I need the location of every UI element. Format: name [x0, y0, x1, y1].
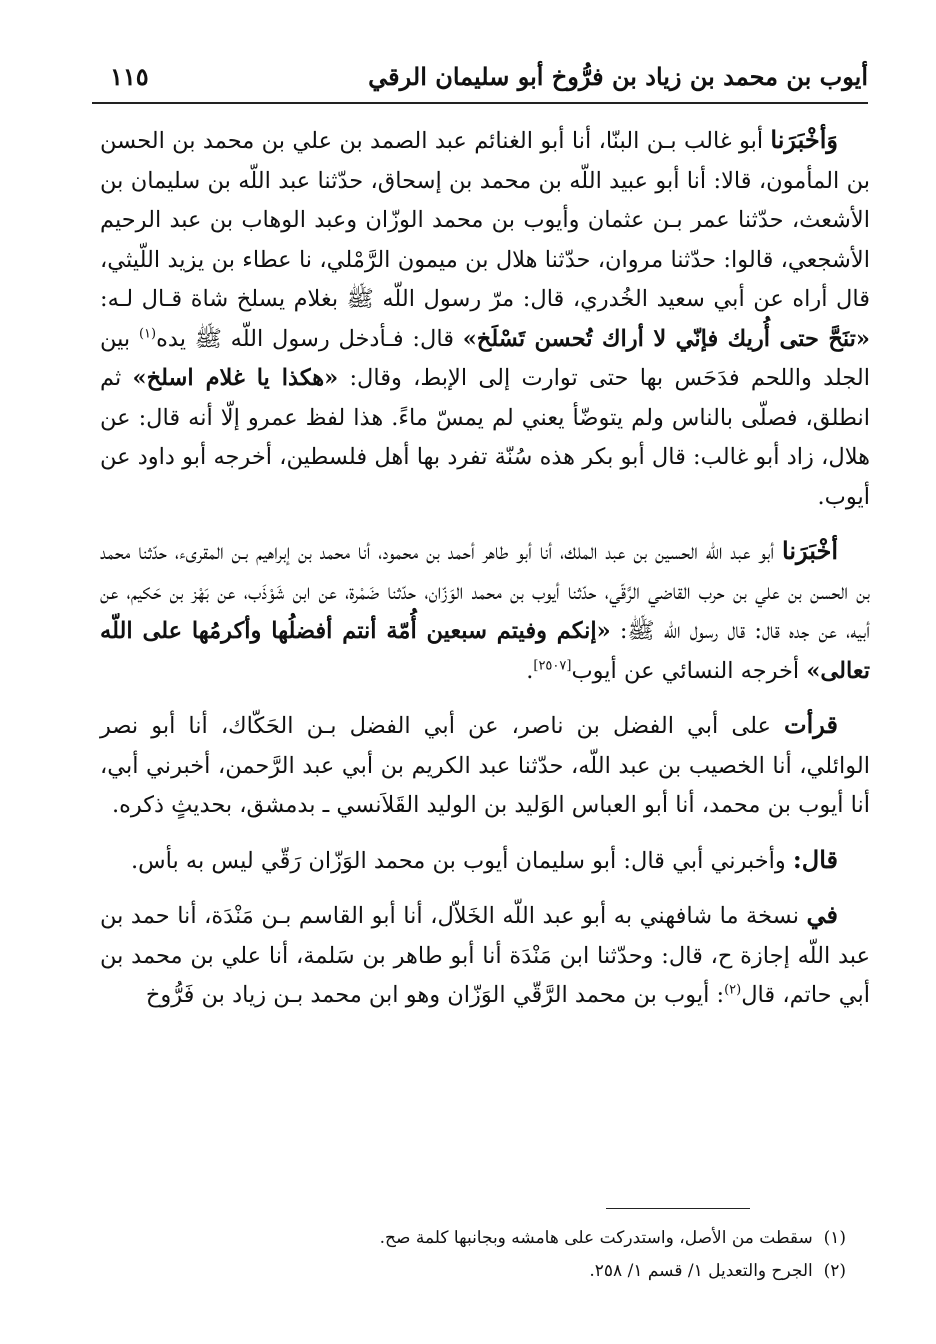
- paragraph-lead: قال:: [792, 844, 838, 874]
- paragraph-4: [100, 840, 870, 882]
- paragraph-1: [100, 120, 870, 517]
- paragraph-5: [100, 895, 870, 1016]
- paragraph-text: أخرجه النسائي عن أيوب: [571, 657, 807, 684]
- running-title: أيوب بن محمد بن زياد بن فرُّوخ أبو سليمان الرقي: [368, 62, 868, 91]
- paragraph-text: أبو عبد اللّه الحسين بن عبد الملك، أنا أبو طاهر أحمد بن محمود، أنا محمد بن إبراهيم بـن المقرىء، حدّثنا محمد بن الحسن بن علي بن حرب القاضي الرَّقّي، حدّثنا أيوب بن محمد الوَزّان، حدّثنا ضَمْرة، عن ابن شَوْذَب، عن بَهْز بن حَكيم، عن أبيه، عن جده قال: قال رسول اللّه ﷺ:: [100, 539, 870, 644]
- footnote-number: (٢): [823, 1261, 846, 1281]
- paragraph-text: بين الجلد واللحم فدَحَس بها حتى توارت إلى الإبط، وقال:: [100, 325, 870, 391]
- page-header: [92, 58, 868, 104]
- paragraph-text: قال: فـأدخل رسول اللّه ﷺ يده: [156, 325, 463, 352]
- paragraph-text: نسخة ما شافهني به أبو عبد اللّه الخَلاّل، أنا أبو القاسم بـن مَنْدَة، أنا حمد بن عبد اللّه إجازة ح، قال: وحدّثنا ابن مَنْدَة أنا أبو طاهر بن سَلمة، أنا علي بن محمد بن أبي حاتم، قال: [100, 903, 870, 1008]
- hadith-quote: «هكذا يا غلام اسلخ»: [132, 365, 339, 391]
- footnote-ref: (٢): [724, 982, 742, 998]
- paragraph-lead: وَأخْبَرَنا: [770, 125, 838, 154]
- paragraph-3: [100, 705, 870, 826]
- hadith-ref-number: [٢٥٠٧]: [533, 658, 572, 673]
- paragraph-text: ثم انطلق، فصلّى بالناس ولم يتوضّأ يعني لم يمسّ ماءً. هذا لفظ عمرو إلّا أنه قال: عن هلال، زاد أبو غالب: قال أبو بكر هذه سُنّة تفرد بها أهل فلسطين، أخرجه أبو داود عن أيوب.: [100, 365, 870, 510]
- footnote-ref: (١): [138, 326, 157, 341]
- paragraph-lead: أخْبَرَنا: [782, 536, 838, 565]
- paragraph-2: [100, 531, 870, 691]
- paragraph-text: وأخبرني أبي قال: أبو سليمان أيوب بن محمد الوَزّان رَقّي ليس به بأس.: [131, 847, 793, 874]
- paragraph-text: أبو غالب بـن البنّا، أنا أبو الغنائم عبد الصمد بن علي بن محمد بن الحسن بن المأمون، قالا: أنا أبو عبيد اللّه بن محمد بن إسحاق، حدّثنا عبد اللّه بن سليمان بن الأشعث، حدّثنا عمر بـن عثمان وأيوب بن محمد الوزّان وعبد الوهاب بن عبد الرحيم الأشجعي، قالوا: حدّثنا مروان، حدّثنا هلال بن ميمون الرَّمْلي، نا عطاء بن يزيد اللّيثي، قال أراه عن أبي سعيد الخُدري، قال: مرّ رسول اللّه ﷺ بغلام يسلخ شاة قـال لـه:: [100, 128, 870, 312]
- hadith-quote: «إنكم وفيتم سبعين أُمّة أنتم أفضلُها وأكرمُها على اللّه تعالى»: [100, 618, 870, 684]
- page-number: ١١٥: [110, 62, 149, 91]
- footnote-item: [330, 1222, 846, 1255]
- footnote-item: [330, 1255, 846, 1288]
- paragraph-text: .: [526, 657, 534, 684]
- footnote-number: (١): [823, 1228, 846, 1248]
- paragraph-text: على أبي الفضل بن ناصر، عن أبي الفضل بـن الحَكّاك، أنا أبو نصر الوائلي، أنا الخصيب بن عبد اللّه، حدّثنا عبد الكريم بن أبي عبد الرَّحمن، أخبرني أبي، أنا أيوب بن محمد، أنا أبو العباس الوَليد بن الوليد القَلاَنسي ـ بدمشق، بحديثٍ ذكره.: [100, 713, 870, 818]
- paragraph-text: : أيوب بن محمد الرَّقّي الوَزّان وهو ابن محمد بـن زياد بن فَرُّوخ: [145, 982, 725, 1008]
- hadith-quote: «تنَحَّ حتى أُريك فإنّي لا أراك تُحسن تَسْلَخ»: [462, 325, 870, 352]
- paragraph-lead: في: [806, 900, 838, 929]
- paragraph-lead: قرأت: [784, 710, 838, 739]
- footnotes: [330, 1222, 846, 1288]
- footnote-text: الجرح والتعديل ١/ قسم ١/ ٢٥٨.: [589, 1261, 813, 1281]
- main-text: [100, 120, 870, 1016]
- footnote-text: سقطت من الأصل، واستدركت على هامشه وبجانبها كلمة صح.: [379, 1228, 813, 1248]
- footnote-divider: [606, 1208, 750, 1209]
